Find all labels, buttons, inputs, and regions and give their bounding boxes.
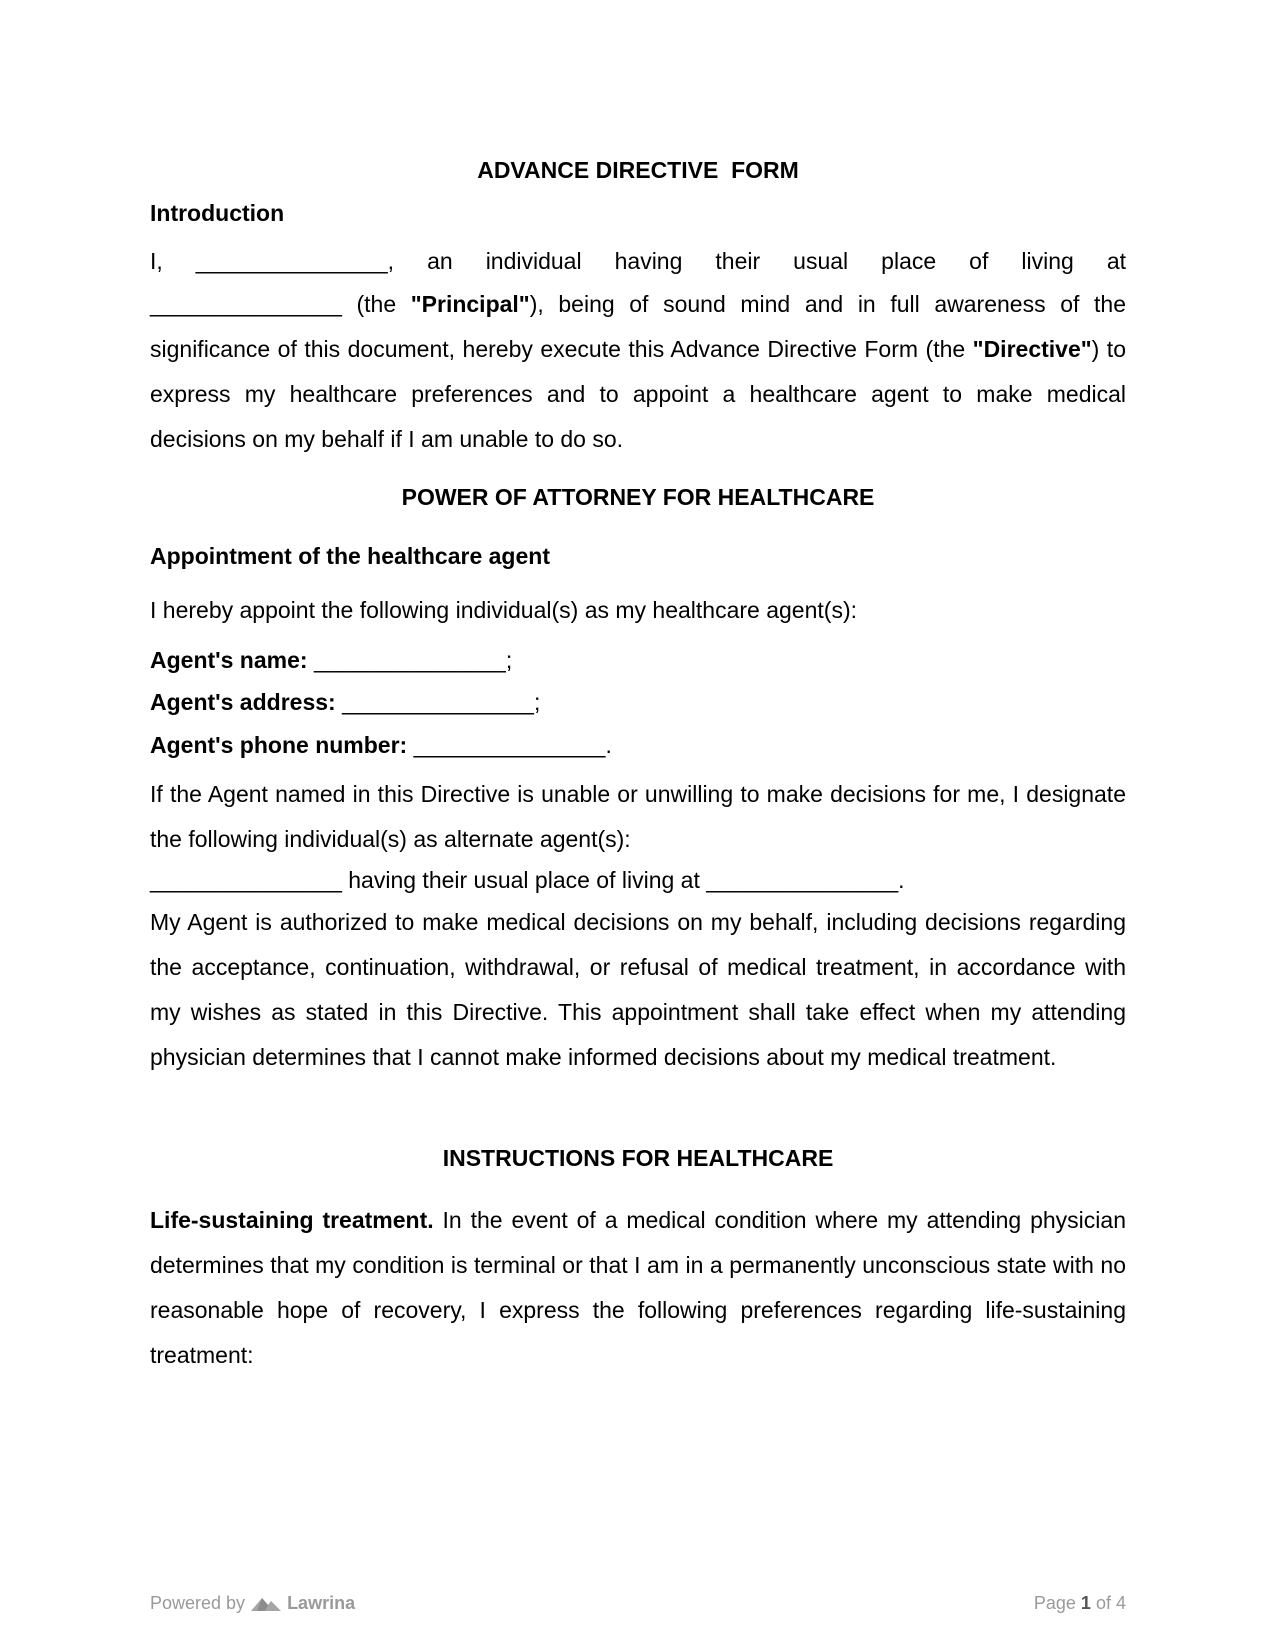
powered-by-text: Powered by xyxy=(150,1593,246,1613)
section-heading-power-of-attorney: POWER OF ATTORNEY FOR HEALTHCARE xyxy=(401,484,875,510)
alternate-agent-line: _______________ having their usual place of living at _______________. xyxy=(150,867,905,893)
principal-term: "Principal" xyxy=(410,291,530,317)
directive-term: "Directive" xyxy=(972,336,1092,362)
intro-word: living xyxy=(1021,248,1074,274)
intro-word: place xyxy=(881,248,937,274)
appointment-heading: Appointment of the healthcare agent xyxy=(150,543,550,569)
mountain-logo-icon xyxy=(251,1595,281,1611)
intro-word: usual xyxy=(793,248,849,274)
agent-phone-label: Agent's phone number: xyxy=(150,732,408,758)
intro-word: having xyxy=(614,248,683,274)
section-heading-instructions: INSTRUCTIONS FOR HEALTHCARE xyxy=(442,1145,834,1171)
agent-phone-line: Agent's phone number: _______________. xyxy=(150,732,612,758)
page-indicator: Page 1 of 4 xyxy=(1033,1593,1126,1613)
brand-name: Lawrina xyxy=(287,1593,356,1613)
agent-address-line: Agent's address: _______________; xyxy=(150,689,541,715)
life-sustaining-paragraph: Life-sustaining treatment. In the event of a medical condition where my attending physician determines that my condition is terminal or that I am in a permanently unconscious state with no reasonable hope of recovery, I express the following preferences regarding life-sustaining treatment: xyxy=(150,1207,1126,1368)
principal-address-blank: _______________ xyxy=(150,291,342,317)
intro-heading: Introduction xyxy=(150,200,285,226)
intro-word: their xyxy=(715,248,761,274)
agent-address-blank: _______________ xyxy=(335,689,534,715)
agent-name-label: Agent's name: xyxy=(150,647,308,673)
intro-word: individual xyxy=(485,248,582,274)
intro-word: an xyxy=(427,248,453,274)
intro-paragraph: _______________ (the "Principal"), being of sound mind and in full awareness of the significance of this document, hereby execute this Advance Directive Form (the "Directive") to express my healthcare preferences and to appoint a healthcare agent to make medical decisions on my behalf if I am unable to do so. xyxy=(150,291,1126,452)
appoint-intro: I hereby appoint the following individual(s) as my healthcare agent(s): xyxy=(150,597,857,623)
intro-word: of xyxy=(969,248,989,274)
life-sustaining-lead: Life-sustaining treatment. xyxy=(150,1207,434,1233)
intro-word: at xyxy=(1106,248,1126,274)
agent-address-label: Agent's address: xyxy=(150,689,336,715)
footer-powered-by xyxy=(150,1590,355,1616)
page-current: 1 xyxy=(1080,1593,1091,1613)
agent-name-blank: _______________ xyxy=(307,647,506,673)
authority-paragraph: My Agent is authorized to make medical decisions on my behalf, including decisions regarding the acceptance, continuation, withdrawal, or refusal of medical treatment, in accordance with my wishes as stated in this Directive. This appointment shall take effect when my attending physician determines that I cannot make informed decisions about my medical treatment. xyxy=(150,909,1126,1070)
page-total: 4 xyxy=(1115,1593,1126,1613)
alternate-agent-paragraph: If the Agent named in this Directive is unable or unwilling to make decisions for me, I designate the following individual(s) as alternate agent(s): xyxy=(150,781,1126,852)
brand-logo xyxy=(251,1590,355,1616)
agent-phone-blank: _______________ xyxy=(407,732,606,758)
intro-word: _______________, xyxy=(195,248,395,274)
agent-name-line: Agent's name: _______________; xyxy=(150,647,513,673)
intro-word: I, xyxy=(150,248,163,274)
intro-first-line xyxy=(150,239,1126,284)
document-title: ADVANCE DIRECTIVE FORM xyxy=(477,157,799,183)
